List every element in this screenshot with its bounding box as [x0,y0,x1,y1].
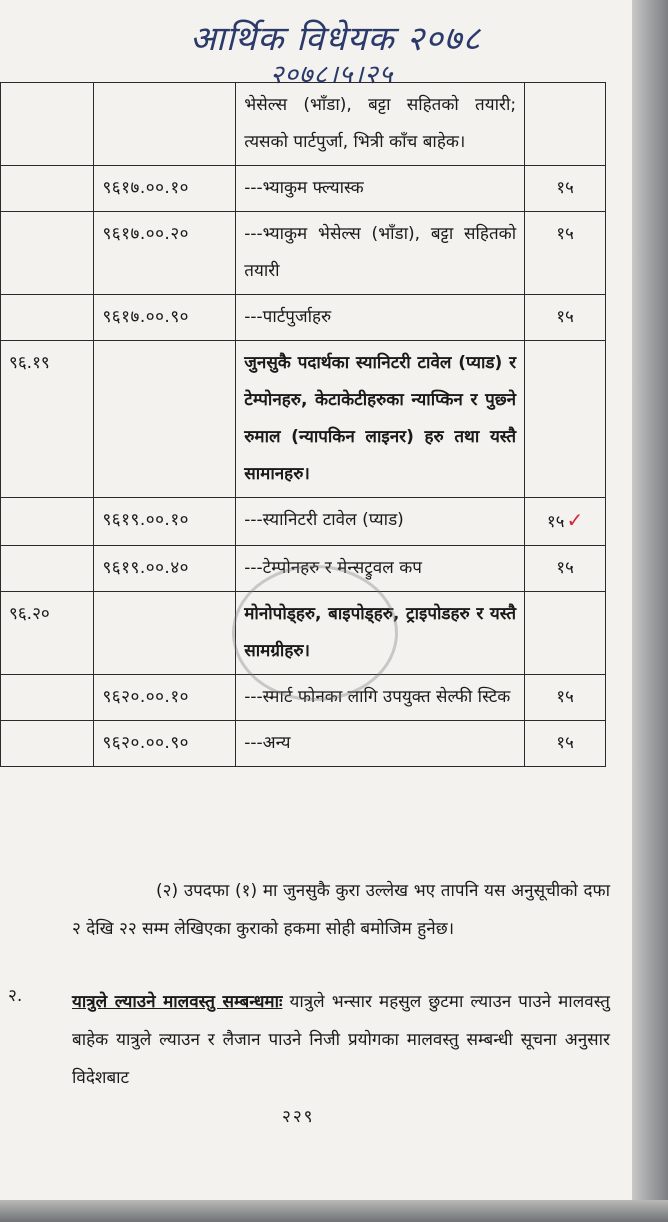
rate-text: १५ [546,512,565,532]
subsection-paragraph [72,872,610,948]
code-cell [94,721,236,767]
rate-text: १५ [556,687,574,707]
description-text: ---अन्य [244,733,291,753]
heading-cell [1,295,94,341]
heading-cell [1,592,94,675]
code-cell [94,546,236,592]
description-cell [236,166,525,212]
description-text: भेसेल्स (भाँडा), बट्टा सहितको तयारी; त्यसको पार्टपुर्जा, भित्री काँच बाहेक। [244,95,517,152]
rate-cell [525,721,606,767]
rate-text: १५ [556,733,574,753]
code-text: ९६१९.००.४० [102,558,189,578]
description-cell [236,592,525,675]
table-row [1,341,606,498]
rate-text: १५ [556,307,574,327]
heading-cell [1,212,94,295]
tariff-table [0,82,606,767]
code-cell [94,341,236,498]
rate-cell [525,295,606,341]
rate-cell [525,212,606,295]
heading-cell [1,498,94,546]
rate-text: १५ [556,224,574,244]
section-number: २. [8,986,23,1006]
table-row [1,166,606,212]
rate-cell [525,83,606,166]
table-row [1,675,606,721]
rate-cell [525,498,606,546]
table-row [1,498,606,546]
code-text: ९६२०.००.१० [102,687,189,707]
book-bottom-edge [0,1200,668,1222]
description-cell [236,675,525,721]
description-cell [236,295,525,341]
rate-cell [525,592,606,675]
heading-text: ९६.२० [9,604,50,624]
heading-cell [1,341,94,498]
code-text: ९६१७.००.२० [102,224,189,244]
heading-cell [1,721,94,767]
handwritten-title: आर्थिक विधेयक २०७८ [190,19,482,59]
code-text: ९६१९.००.१० [102,510,189,530]
description-text: ---भ्याकुम फ्ल्यास्क [244,178,364,198]
description-text: ---भ्याकुम भेसेल्स (भाँडा), बट्टा सहितको तयारी [244,224,517,281]
rate-text: १५ [556,178,574,198]
code-cell [94,166,236,212]
rate-cell [525,341,606,498]
section-heading: यात्रुले ल्याउने मालवस्तु सम्बन्धमाः [72,992,283,1012]
section-text: यात्रुले भन्सार महसुल छुटमा ल्याउन पाउने मालवस्तु बाहेक यात्रुले ल्याउन र लैजान पाउने निजी प्रयोगका मालवस्तु सम्बन्धी सूचना अनुसार विदेशबाट [72,992,610,1088]
table-row [1,546,606,592]
book-page-edge [632,0,668,1222]
rate-cell [525,546,606,592]
handwritten-date: २०७८।५।२५ [270,60,394,90]
heading-cell [1,675,94,721]
rate-cell [525,675,606,721]
description-cell [236,212,525,295]
page-number: २२९ [282,1107,315,1127]
table-row [1,721,606,767]
table-row [1,212,606,295]
rate-cell [525,166,606,212]
description-cell [236,546,525,592]
description-text: जुनसुकै पदार्थका स्यानिटरी टावेल (प्याड) र टेम्पोनहरु, केटाकेटीहरुका न्याप्किन र पुछ्ने रुमाल (न्यापकिन लाइनर) हरु तथा यस्तै सामानहरु। [244,353,517,484]
description-text: मोनोपोड्हरु, बाइपोड्हरु, ट्राइपोडहरु र यस्तै सामग्रीहरु। [244,604,517,661]
heading-cell [1,166,94,212]
code-cell [94,295,236,341]
description-cell [236,341,525,498]
subsection-text: (२) उपदफा (१) मा जुनसुकै कुरा उल्लेख भए तापनि यस अनुसूचीको दफा २ देखि २२ सम्म लेखिएका कुराको हकमा सोही बमोजिम हुनेछ। [72,881,610,939]
description-text: ---पार्टपुर्जाहरु [244,307,332,327]
code-cell [94,592,236,675]
code-cell [94,212,236,295]
table-row [1,83,606,166]
code-text: ९६२०.००.९० [102,733,189,753]
rate-text: १५ [556,558,574,578]
description-cell [236,721,525,767]
description-text: ---टेम्पोनहरु र मेन्सट्रुवल कप [244,558,422,578]
description-cell [236,83,525,166]
table-row [1,295,606,341]
heading-text: ९६.१९ [9,353,50,373]
heading-cell [1,83,94,166]
description-text: ---स्मार्ट फोनका लागि उपयुक्त सेल्फी स्टिक [244,687,511,707]
description-cell [236,498,525,546]
red-checkmark-icon: ✓ [566,508,584,532]
code-cell [94,498,236,546]
code-cell [94,675,236,721]
code-text: ९६१७.००.९० [102,307,189,327]
description-text: ---स्यानिटरी टावेल (प्याड) [244,510,404,530]
table-row [1,592,606,675]
heading-cell [1,546,94,592]
code-text: ९६१७.००.१० [102,178,189,198]
section-paragraph [72,983,610,1097]
code-cell [94,83,236,166]
